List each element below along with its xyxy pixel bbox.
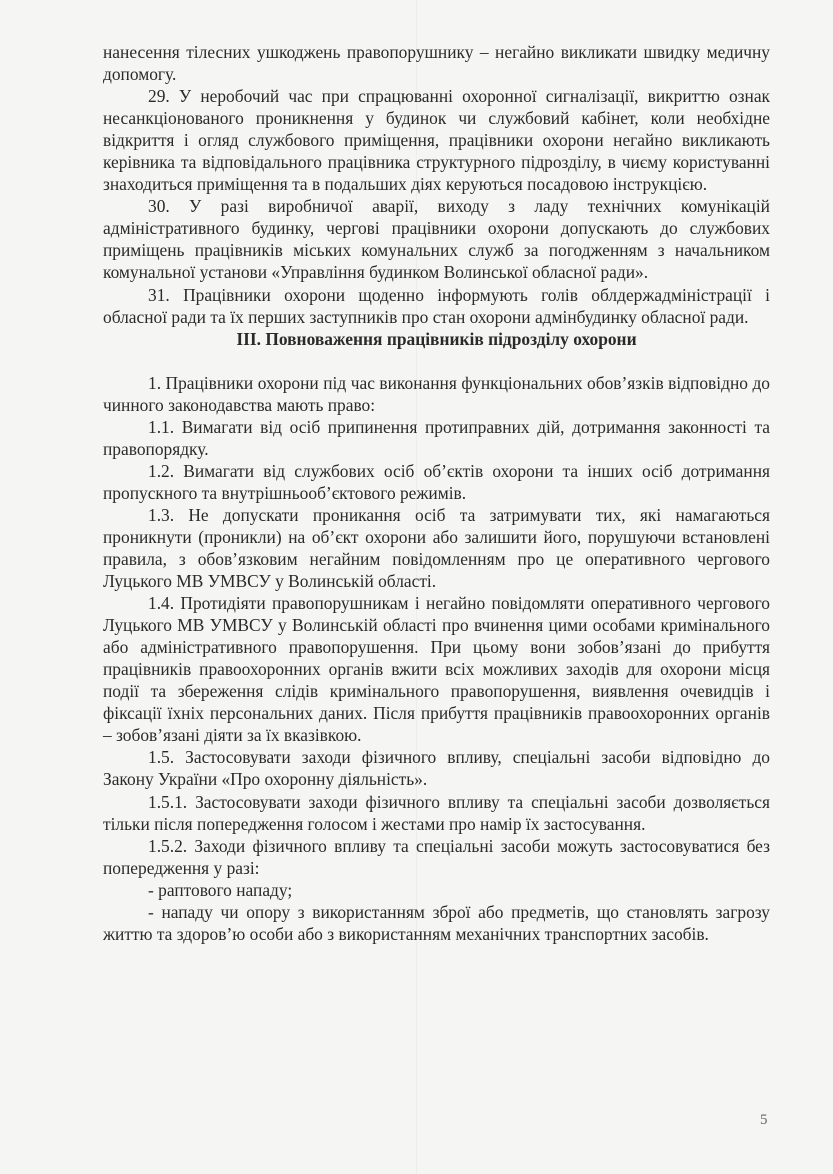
paragraph-29: 29. У неробочий час при спрацюванні охоронної сигналізації, викриттю ознак несанкціонованого проникнення у будинок чи службовий кабінет, коли необхідне відкриття і огляд службового приміщення, працівники охорони негайно викликають керівника та відповідального працівника структурного підрозділу, в чиєму користуванні знаходиться приміщення та в подальших діях керуються посадовою інструкцією.	[103, 86, 770, 195]
document-body	[103, 41, 770, 945]
paragraph-31: 31. Працівники охорони щоденно інформують голів облдержадміністрації і обласної ради та їх перших заступників про стан охорони адмінбудинку обласної ради.	[103, 284, 770, 327]
paragraph-1: 1. Працівники охорони під час виконання функціональних обов’язків відповідно до чинного законодавства мають право:	[103, 372, 770, 415]
section-heading: ІІІ. Повноваження працівників підрозділу охорони	[236, 328, 637, 349]
paragraph-1-3: 1.3. Не допускати проникання осіб та затримувати тих, які намагаються проникнути (проникли) на об’єкт охорони або залишити його, порушуючи встановлені правила, з обов’язковим негайним повідомленням про це оперативного чергового Луцького МВ УМВСУ у Волинській області.	[103, 504, 770, 592]
paragraph-1-5: 1.5. Застосовувати заходи фізичного впливу, спеціальні засоби відповідно до Закону України «Про охоронну діяльність».	[103, 747, 770, 790]
list-item-sudden-attack: - раптового нападу;	[148, 879, 293, 900]
paragraph-1-2: 1.2. Вимагати від службових осіб об’єктів охорони та інших осіб дотримання пропускного та внутрішньооб’єктового режимів.	[103, 460, 770, 503]
paragraph-continuation: нанесення тілесних ушкоджень правопорушнику – негайно викликати швидку медичну допомогу.	[103, 42, 770, 85]
paragraph-1-1: 1.1. Вимагати від осіб припинення протиправних дій, дотримання законності та правопорядку.	[103, 416, 770, 459]
list-item-armed-attack: - нападу чи опору з використанням зброї або предметів, що становлять загрозу життю та здоров’ю особи або з використанням механічних транспортних засобів.	[103, 901, 770, 944]
paragraph-30: 30. У разі виробничої аварії, виходу з ладу технічних комунікацій адміністративного будинку, чергові працівники охорони допускають до службових приміщень працівників міських комунальних служб за погодженням з начальником комунальної установи «Управління будинком Волинської обласної ради».	[103, 196, 770, 283]
paragraph-1-5-2: 1.5.2. Заходи фізичного впливу та спеціальні засоби можуть застосовуватися без попередження у разі:	[103, 835, 770, 878]
page-number: 5	[760, 1112, 768, 1128]
paragraph-1-4: 1.4. Протидіяти правопорушникам і негайно повідомляти оперативного чергового Луцького МВ УМВСУ у Волинській області про вчинення цими особами кримінального або адміністративного правопорушення. При цьому вони зобов’язані до прибуття працівників правоохоронних органів вжити всіх можливих заходів для охорони місця події та збереження слідів кримінального правопорушення, виявлення очевидців і фіксації їхніх персональних даних. Після прибуття працівників правоохоронних органів – зобов’язані діяти за їх вказівкою.	[103, 593, 770, 746]
paragraph-1-5-1: 1.5.1. Застосовувати заходи фізичного впливу та спеціальні засоби дозволяється тільки після попередження голосом і жестами про намір їх застосування.	[103, 791, 770, 834]
